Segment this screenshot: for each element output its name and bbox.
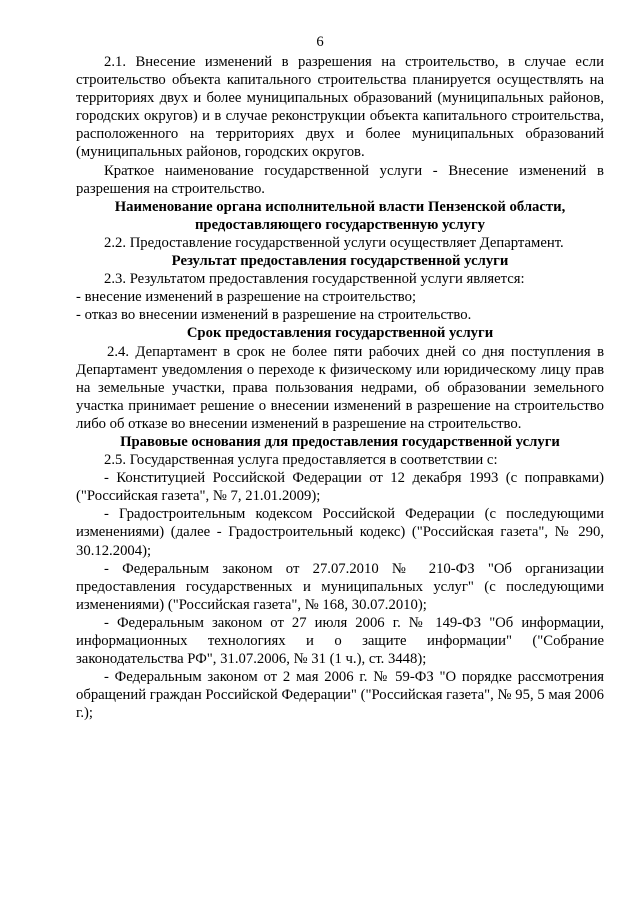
list-item: - Градостроительным кодексом Российской Федерации (с последующими изменениями) (далее - Градостроительный кодекс) ("Российская газета", № 290, 30.12.2004); [76,506,604,559]
paragraph-2-5: 2.5. Государственная услуга предоставляется в соответствии с: [104,452,498,469]
section-heading-authority [76,198,604,234]
section-heading-term: Срок предоставления государственной услуги [186,325,494,342]
section-heading-legal: Правовые основания для предоставления государственной услуги [120,433,560,450]
list-item: - Федеральным законом от 2 мая 2006 г. № 59-ФЗ "О порядке рассмотрения обращений граждан Российской Федерации" ("Российская газета", № 95, 5 мая 2006 г.); [76,669,604,722]
list-item: - внесение изменений в разрешение на строительство; [76,289,417,306]
list-item: - Конституцией Российской Федерации от 12 декабря 1993 (с поправками) ("Российская газета", № 7, 21.01.2009); [76,470,604,505]
paragraph-short-name: Краткое наименование государственной услуги - Внесение изменений в разрешения на строительство. [76,162,604,197]
paragraph-2-1: 2.1. Внесение изменений в разрешения на строительство, в случае если строительство объекта капитального строительства планируется осуществлять на территориях двух и более муниципальных образований (муниципальных районов, городских округов) и в случае реконструкции объекта капитального строительства, расположенного на территориях двух и более муниципальных образований (муниципальных районов, городских округов. [76,54,604,161]
paragraph-2-3: 2.3. Результатом предоставления государственной услуги является: [104,271,525,288]
document-body [76,53,604,722]
section-heading-authority-line2: предоставляющего государственную услугу [194,216,486,233]
paragraph-2-4: 2.4. Департамент в срок не более пяти рабочих дней со дня поступления в Департамент уведомления о переходе к физическому или юридическому лицу прав на земельные участки, права пользования недрами, об образовании земельного участка принимает решение о внесении изменений в разрешение на строительство либо об отказе во внесении изменений в разрешение на строительство. [76,343,604,432]
section-heading-authority-line1: Наименование органа исполнительной власти Пензенской области, [114,198,566,215]
list-item: - Федеральным законом от 27 июля 2006 г. № 149-ФЗ "Об информации, информационных технологиях и о защите информации" ("Собрание законодательства РФ", 31.07.2006, № 31 (1 ч.), ст. 3448); [76,614,604,668]
section-heading-result: Результат предоставления государственной услуги [171,253,509,270]
page-number: 6 [316,34,324,50]
list-item: - Федеральным законом от 27.07.2010 № 210-ФЗ "Об организации предоставления государственных и муниципальных услуг" (с последующими изменениями) ("Российская газета", № 168, 30.07.2010); [76,560,604,613]
list-item: - отказ во внесении изменений в разрешение на строительство. [76,307,472,324]
paragraph-2-2: 2.2. Предоставление государственной услуги осуществляет Департамент. [104,234,564,251]
